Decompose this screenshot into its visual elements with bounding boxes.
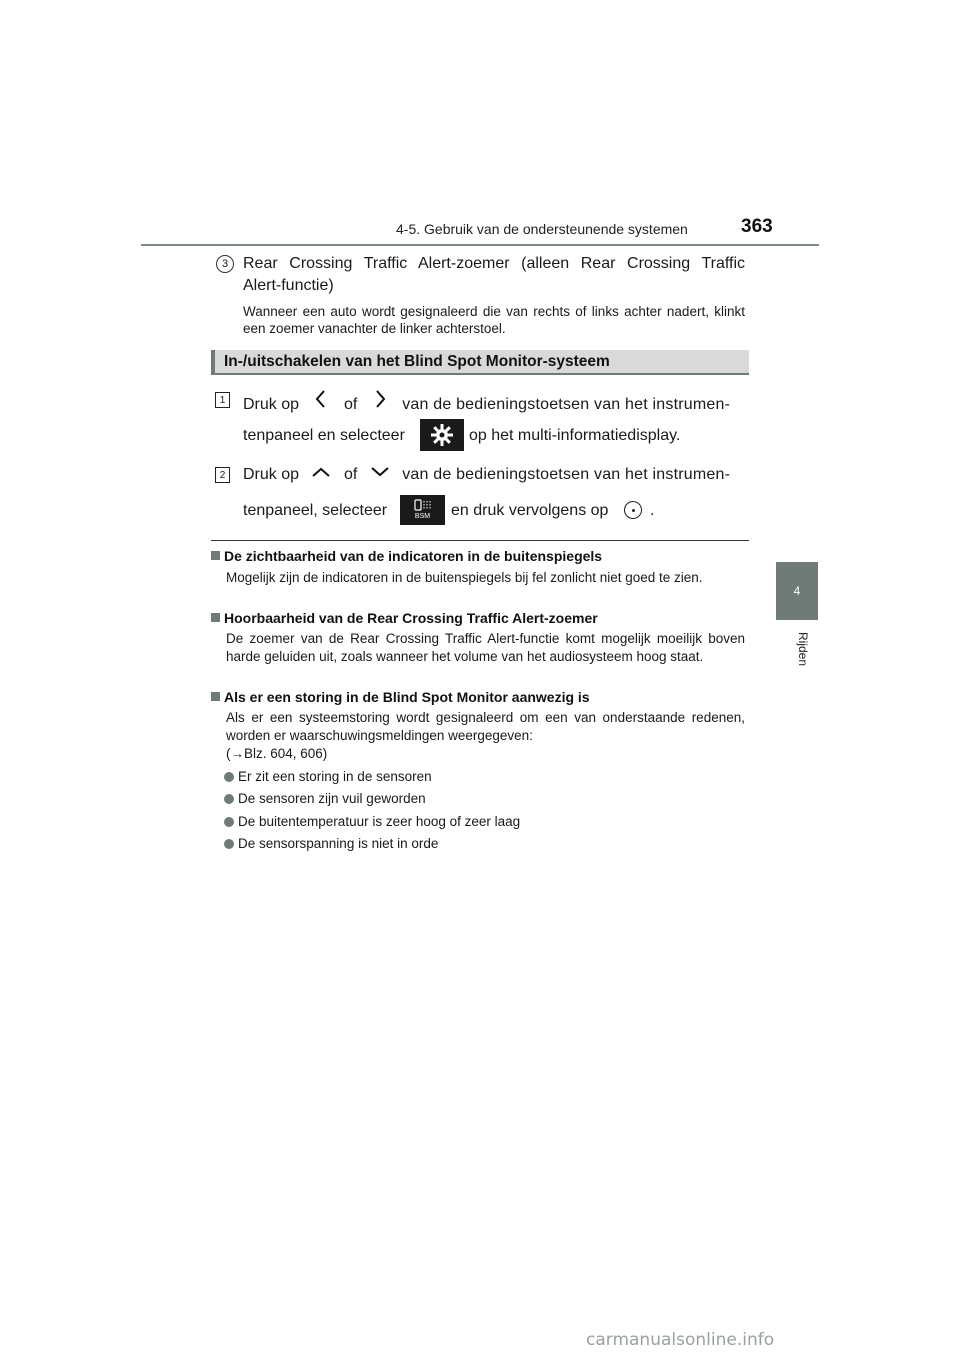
item-description: Wanneer een auto wordt gesignaleerd die van rechts of links achter nadert, klinkt een zoemer vanachter de linker achterstoel. — [243, 304, 745, 336]
header-section-title: 4-5. Gebruik van de ondersteunende systemen — [396, 221, 688, 237]
section-title: In-/uitschakelen van het Blind Spot Monitor-systeem — [224, 353, 610, 370]
step-text: tenpaneel, selecteer — [243, 502, 388, 519]
list-item: De buitentemperatuur is zeer hoog of zeer laag — [224, 813, 520, 831]
step-2-line-1 — [243, 464, 730, 486]
step-text: van de bedieningstoetsen van het instrumen- — [402, 396, 731, 413]
header-divider — [141, 244, 819, 246]
chevron-up-icon — [303, 464, 339, 486]
chevron-left-icon — [303, 389, 339, 416]
note-marker-icon — [211, 551, 220, 560]
note-marker-icon — [211, 613, 220, 622]
chapter-label: Rijden — [796, 632, 810, 667]
note-body: De zoemer van de Rear Crossing Traffic Alert-functie komt mogelijk moeilijk boven harde geluiden uit, zoals wanneer het volume van het audiosysteem hoog staat. — [226, 631, 745, 664]
chevron-right-icon — [362, 389, 398, 416]
bullet-icon — [224, 794, 234, 804]
note-marker-icon — [211, 692, 220, 701]
note-body: Als er een systeemstoring wordt gesignaleerd om een van onderstaande redenen, worden er waarschuwingsmeldingen weergegeven: — [226, 710, 745, 743]
chevron-down-icon — [362, 464, 398, 486]
note-heading: Als er een storing in de Blind Spot Monitor aanwezig is — [211, 689, 590, 705]
list-item: Er zit een storing in de sensoren — [224, 768, 432, 786]
step-text: tenpaneel en selecteer — [243, 427, 405, 444]
ok-button-icon — [624, 501, 642, 519]
note-heading: De zichtbaarheid van de indicatoren in de buitenspiegels — [211, 548, 602, 564]
gear-icon — [420, 419, 464, 451]
step-text: en druk vervolgens op — [451, 502, 609, 519]
note-reference: (→Blz. 604, 606) — [226, 746, 328, 761]
watermark: carmanualsonline.info — [586, 1330, 775, 1350]
bsm-icon — [400, 495, 445, 525]
note-body: Mogelijk zijn de indicatoren in de buitenspiegels bij fel zonlicht niet goed te zien. — [226, 570, 703, 585]
step-1-line-2 — [243, 425, 405, 447]
step-text: Druk op — [243, 466, 300, 483]
page-number: 363 — [741, 216, 773, 237]
step-text: van de bedieningstoetsen van het instrumen- — [402, 466, 731, 483]
item-title-continued: Alert-functie) — [243, 277, 334, 294]
step-1-line-1 — [243, 389, 730, 416]
step-number-badge: 2 — [215, 467, 230, 483]
item-title: Rear Crossing Traffic Alert-zoemer (alleen Rear Crossing Traffic — [243, 255, 745, 272]
step-text: . — [650, 502, 655, 519]
step-text: op het multi-informatiedisplay. — [469, 427, 681, 444]
step-text: of — [343, 466, 358, 483]
item-number-badge: 3 — [216, 255, 234, 273]
list-item: De sensorspanning is niet in orde — [224, 835, 438, 853]
step-text: Druk op — [243, 396, 300, 413]
notes-divider — [211, 540, 749, 541]
bsm-label: BSM — [414, 513, 431, 520]
step-number-badge: 1 — [215, 392, 230, 408]
list-item: De sensoren zijn vuil geworden — [224, 790, 426, 808]
bullet-icon — [224, 817, 234, 827]
step-2-line-2 — [243, 500, 387, 522]
bullet-icon — [224, 839, 234, 849]
note-heading: Hoorbaarheid van de Rear Crossing Traffic Alert-zoemer — [211, 610, 598, 626]
chapter-tab: 4 — [776, 562, 818, 620]
step-text: of — [343, 396, 358, 413]
bullet-icon — [224, 772, 234, 782]
